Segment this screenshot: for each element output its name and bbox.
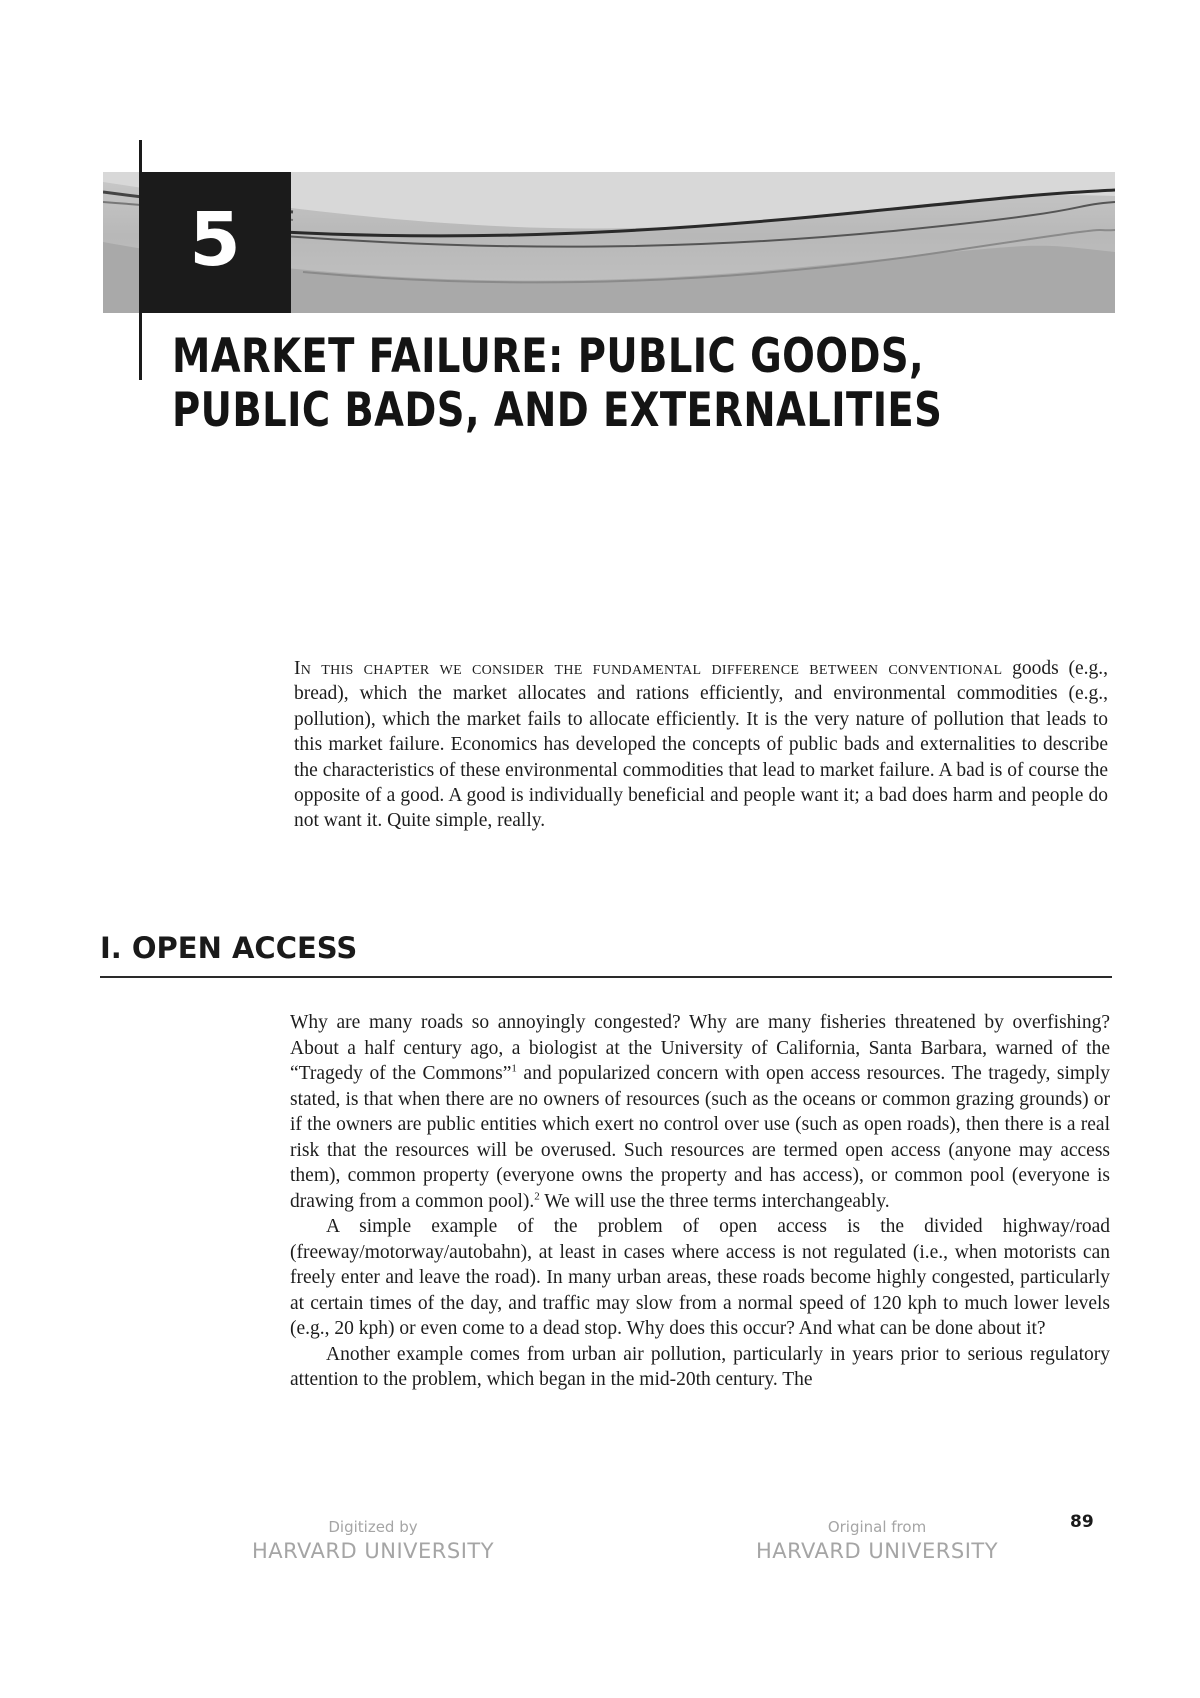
paragraph-1-part-a: Why are many roads so annoyingly congested? Why are many fisheries threatened by overfishing? About a half century ago, a biologist at the University of California, Santa Barbara, warned of the “Tragedy of the Commons” [290,1012,1110,1084]
intro-text: goods (e.g., bread), which the market allocates and rations efficiently, and environmental commodities (e.g., pollution), which the market fails to allocate efficiently. It is the very nature of pollution that leads to this market failure. Economics has developed the concepts of public bads and externalities to describe the characteristics of these environmental commodities that lead to market failure. A bad is of course the opposite of a good. A good is individually beneficial and people want it; a bad does harm and people do not want it. Quite simple, really. [294,658,1108,832]
chapter-title-line-1: MARKET FAILURE: PUBLIC GOODS, [172,329,925,384]
paragraph-2: A simple example of the problem of open access is the divided highway/road (freeway/motorway/autobahn), at least in cases where access is not regulated (i.e., when motorists can freely enter and leave the road). In many urban areas, these roads become highly congested, particularly at certain times of the day, and traffic may slow from a normal speed of 120 kph to much lower levels (e.g., 20 kph) or even come to a dead stop. Why does this occur? And what can be done about it? [290,1216,1110,1339]
paragraph-1-part-c: We will use the three terms interchangeably. [539,1190,890,1212]
section-body [290,1010,1110,1393]
watermark-left-institution: HARVARD UNIVERSITY [251,1539,495,1563]
paragraph-3: Another example comes from urban air pollution, particularly in years prior to serious regulatory attention to the problem, which began in the mid-20th century. The [290,1343,1110,1390]
footnote-ref-1: 1 [511,1062,517,1075]
watermark-right-institution: HARVARD UNIVERSITY [755,1539,999,1563]
chapter-number: 5 [189,197,241,283]
intro-lead-in: In this chapter we consider the fundamental difference between conventional [294,658,1003,679]
digitized-by-watermark [208,1517,538,1565]
chapter-number-box [139,172,291,313]
chapter-title [172,329,943,438]
chapter-intro-paragraph [294,656,1108,834]
paragraph-1 [290,1010,1110,1214]
watermark-left-caption: Digitized by [328,1518,418,1536]
paragraph-1-part-b: and popularized concern with open access resources. The tragedy, simply stated, is that when there are no owners of resources (such as the oceans or common grazing grounds) or if the owners are public entities which exert no control over use (such as open roads), then there is a real risk that the resources will be overused. Such resources are termed open access (anyone may access them), common property (everyone owns the property and has access), or common pool (everyone is drawing from a common pool). [290,1063,1110,1212]
chapter-title-line-2: PUBLIC BADS, AND EXTERNALITIES [172,383,943,438]
page-number: 89 [1070,1512,1094,1532]
section-heading: I. OPEN ACCESS [100,931,358,965]
footnote-ref-2: 2 [534,1190,540,1202]
original-from-watermark [712,1517,1042,1565]
section-divider [100,976,1112,978]
watermark-right-caption: Original from [827,1518,927,1536]
